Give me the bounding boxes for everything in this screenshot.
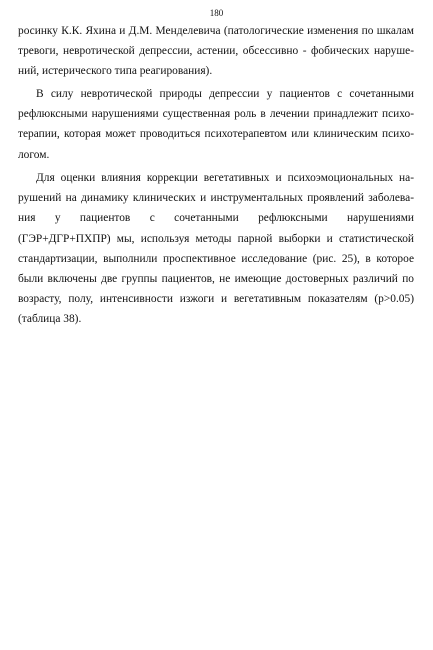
paragraph-line: В силу невротической природы депрессии у пациентов с сочетанными — [36, 88, 414, 100]
paragraph-line: рефлюксными нарушениями существенная роль в лечении принадлежит психо- — [18, 108, 414, 121]
paragraph-line: (таблица 38). — [18, 313, 82, 326]
paragraph-line: логом. — [18, 148, 50, 161]
paragraph-line: (ГЭР+ДГР+ПХПР) мы, используя методы парной выборки и статистической — [18, 232, 414, 245]
paragraph-line: стандартизации, выполнили проспективное исследование (рис. 25), в которое — [18, 252, 414, 265]
paragraph-2 — [18, 84, 414, 165]
paragraph-line: были включены две группы пациентов, не имеющие достоверных различий по — [18, 272, 414, 285]
paragraph-line: Для оценки влияния коррекции вегетативных и психоэмоциональных на- — [36, 172, 414, 184]
paragraph-3 — [18, 168, 414, 330]
paragraph-line: ния у пациентов с сочетанными рефлюксными нарушениями — [18, 212, 414, 225]
paragraph-line: терапии, которая может проводиться психотерапевтом или клиническим психо- — [18, 128, 414, 141]
paragraph-1 — [18, 21, 414, 82]
paragraph-line: рушений на динамику клинических и инструментальных проявлений заболева- — [18, 192, 414, 205]
paragraph-line: тревоги, невротической депрессии, астении, обсессивно - фобических наруше- — [18, 45, 414, 58]
page-number: 180 — [209, 8, 224, 18]
paragraph-line: ний, истерического типа реагирования). — [18, 65, 213, 78]
paragraph-line: возрасту, полу, интенсивности изжоги и вегетативным показателям (p>0.05) — [18, 293, 414, 306]
paragraph-line: росинку К.К. Яхина и Д.М. Менделевича (патологические изменения по шкалам — [18, 25, 414, 37]
